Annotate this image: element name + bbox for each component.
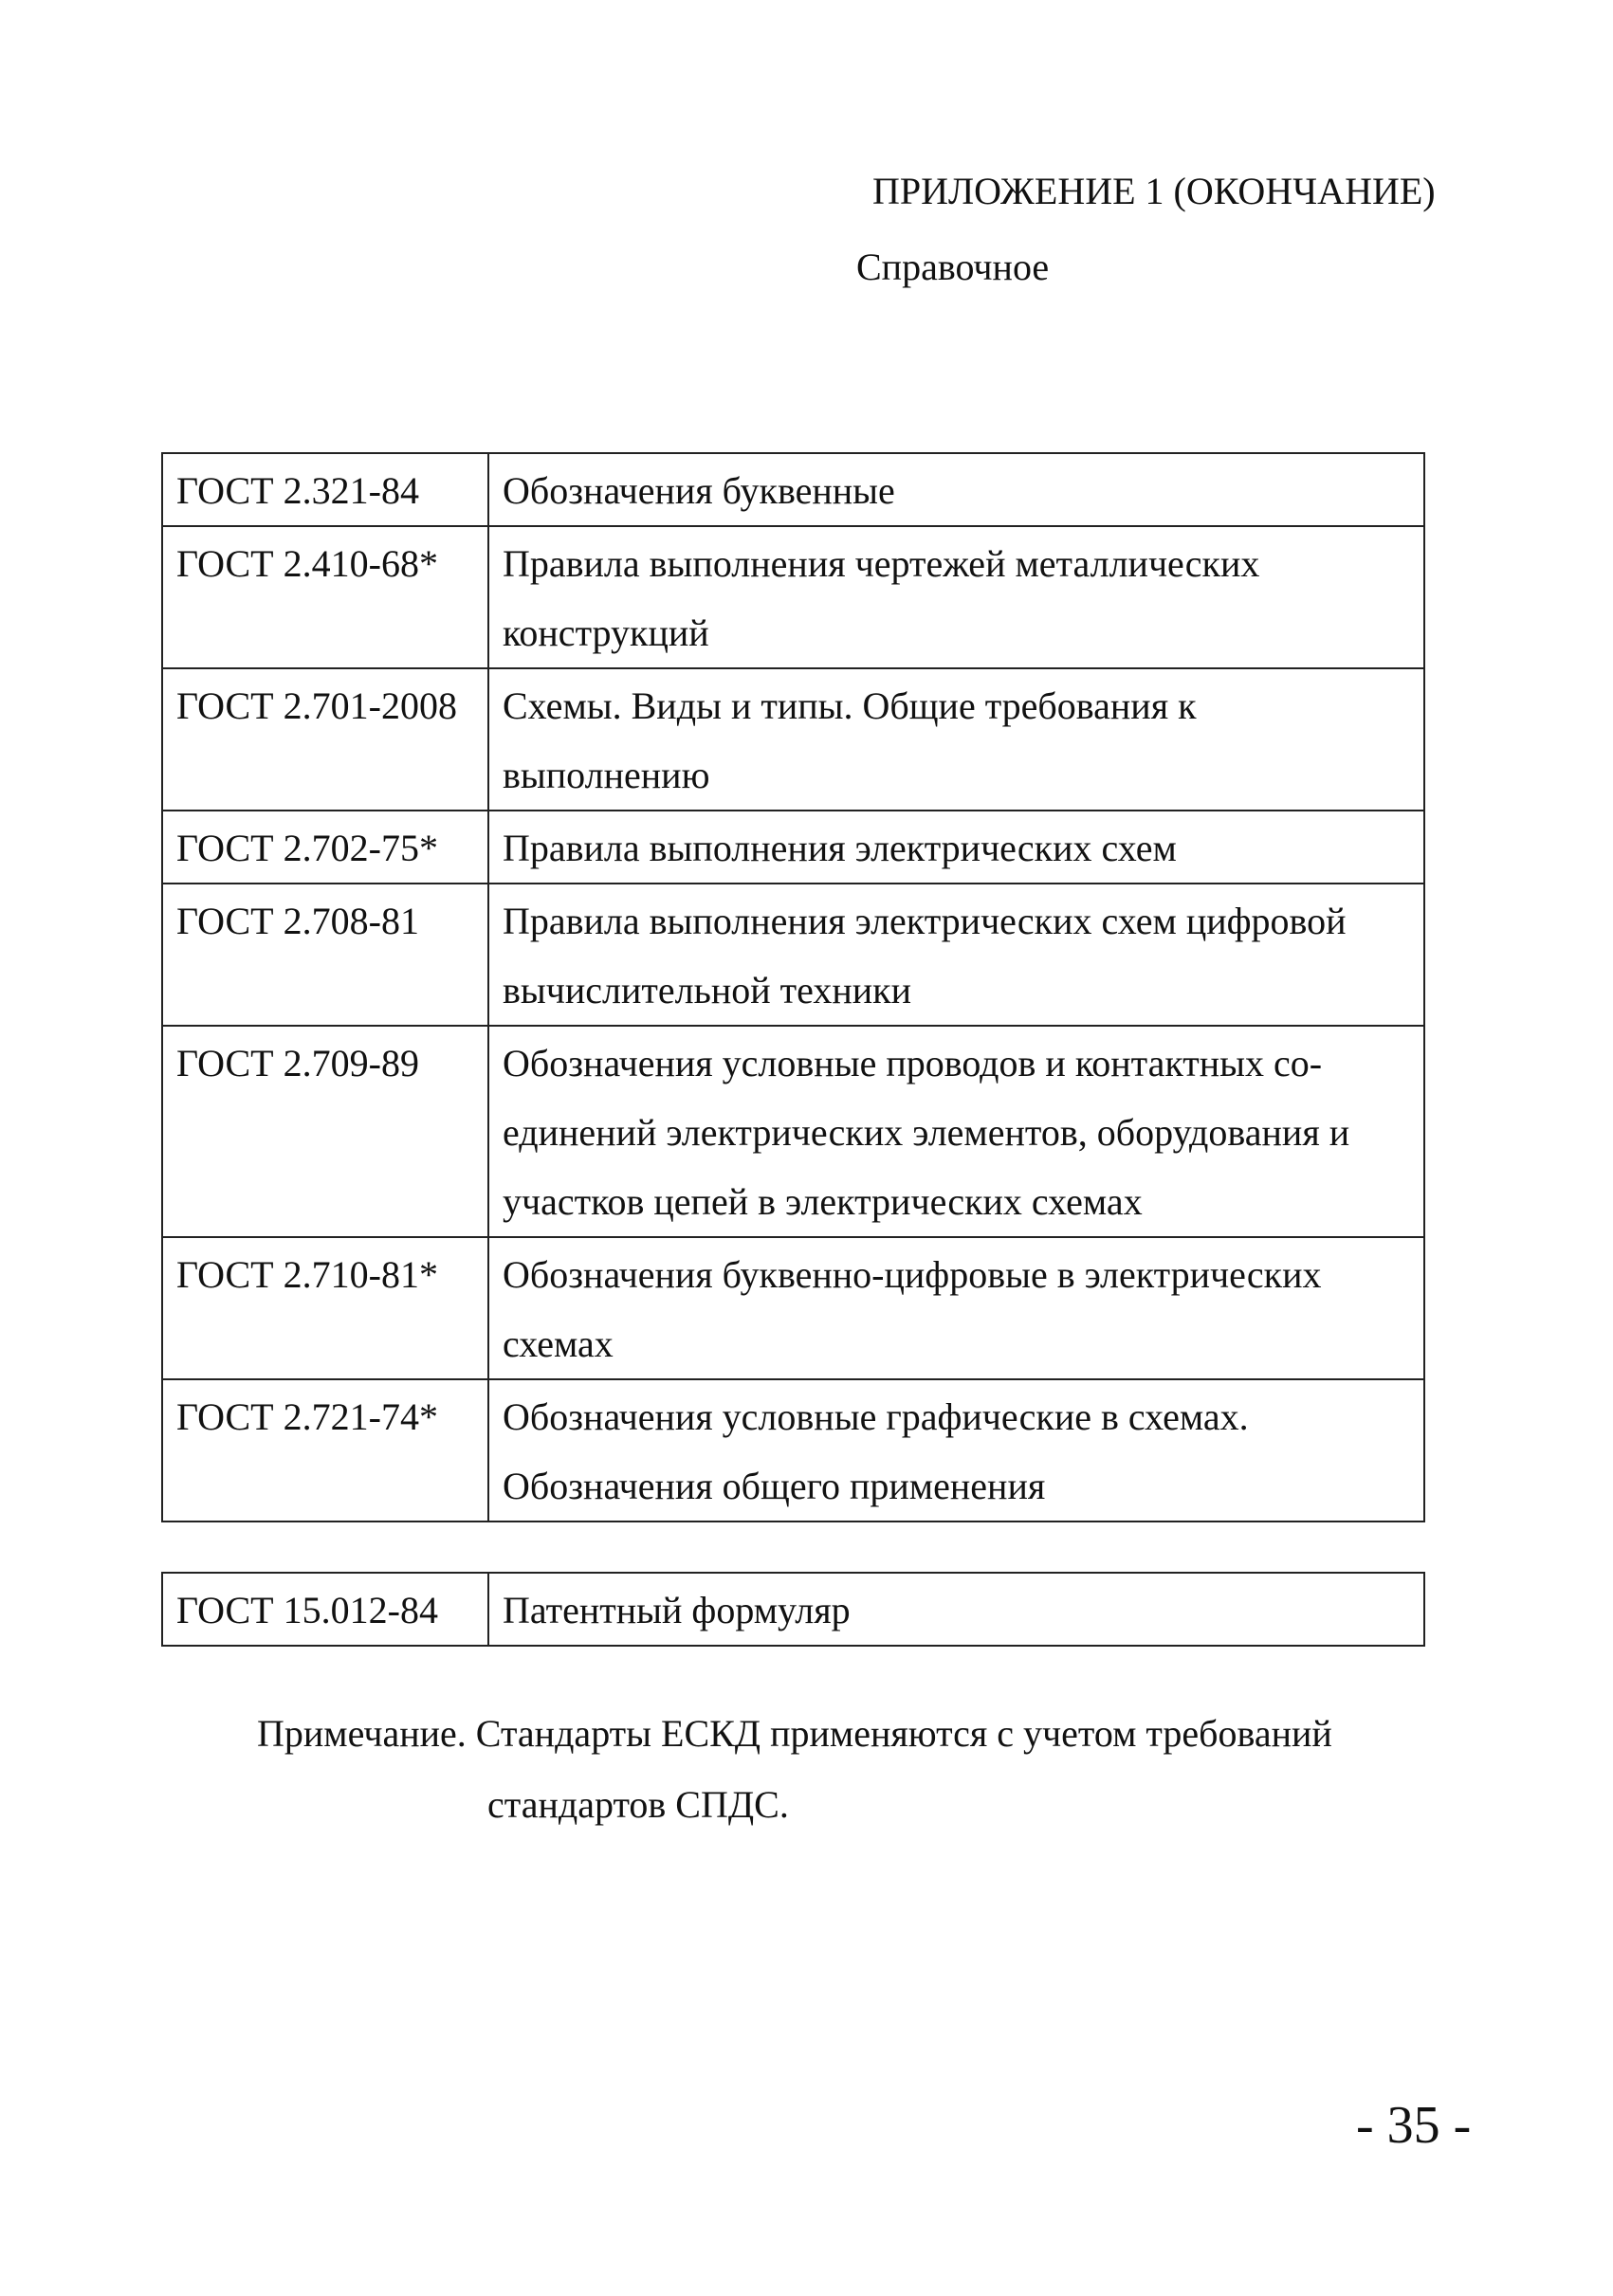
standard-code: ГОСТ 2.701-2008 <box>162 668 488 811</box>
standard-title: Обозначения буквенные <box>488 453 1424 526</box>
appendix-title: ПРИЛОЖЕНИЕ 1 (ОКОНЧАНИЕ) <box>872 170 1436 212</box>
patent-table <box>161 1572 1425 1647</box>
standard-title: Обозначения буквенно-цифровые в электрических схемах <box>488 1237 1424 1379</box>
table-row <box>162 1379 1424 1522</box>
standard-title: Правила выполнения чертежей металлических конструкций <box>488 526 1424 668</box>
table-row <box>162 1026 1424 1237</box>
standard-code: ГОСТ 2.709-89 <box>162 1026 488 1237</box>
standard-code: ГОСТ 2.710-81* <box>162 1237 488 1379</box>
appendix-subtitle: Справочное <box>856 246 1050 288</box>
standard-title: Схемы. Виды и типы. Общие требования к выполнению <box>488 668 1424 811</box>
standard-title: Патентный формуляр <box>488 1573 1424 1646</box>
standard-code: ГОСТ 2.321-84 <box>162 453 488 526</box>
page-number: - 35 - <box>1356 2096 1472 2155</box>
standard-code: ГОСТ 2.702-75* <box>162 811 488 884</box>
note-text: Примечание. Стандарты ЕСКД применяются с учетом требований <box>257 1712 1332 1755</box>
table-row <box>162 884 1424 1026</box>
table-row <box>162 1573 1424 1646</box>
standard-code: ГОСТ 2.410-68* <box>162 526 488 668</box>
note-text-continuation: стандартов СПДС. <box>487 1783 789 1826</box>
table-row <box>162 811 1424 884</box>
standard-code: ГОСТ 2.708-81 <box>162 884 488 1026</box>
standard-title: Обозначения условные графические в схемах. Обозначения общего применения <box>488 1379 1424 1522</box>
standards-table <box>161 452 1425 1522</box>
standard-title: Обозначения условные проводов и контактных со-единений электрических элементов, оборудования и участков цепей в электрических схемах <box>488 1026 1424 1237</box>
standard-code: ГОСТ 15.012-84 <box>162 1573 488 1646</box>
standard-code: ГОСТ 2.721-74* <box>162 1379 488 1522</box>
table-row <box>162 668 1424 811</box>
standard-title: Правила выполнения электрических схем <box>488 811 1424 884</box>
table-row <box>162 453 1424 526</box>
table-row <box>162 526 1424 668</box>
standard-title: Правила выполнения электрических схем цифровой вычислительной техники <box>488 884 1424 1026</box>
table-row <box>162 1237 1424 1379</box>
